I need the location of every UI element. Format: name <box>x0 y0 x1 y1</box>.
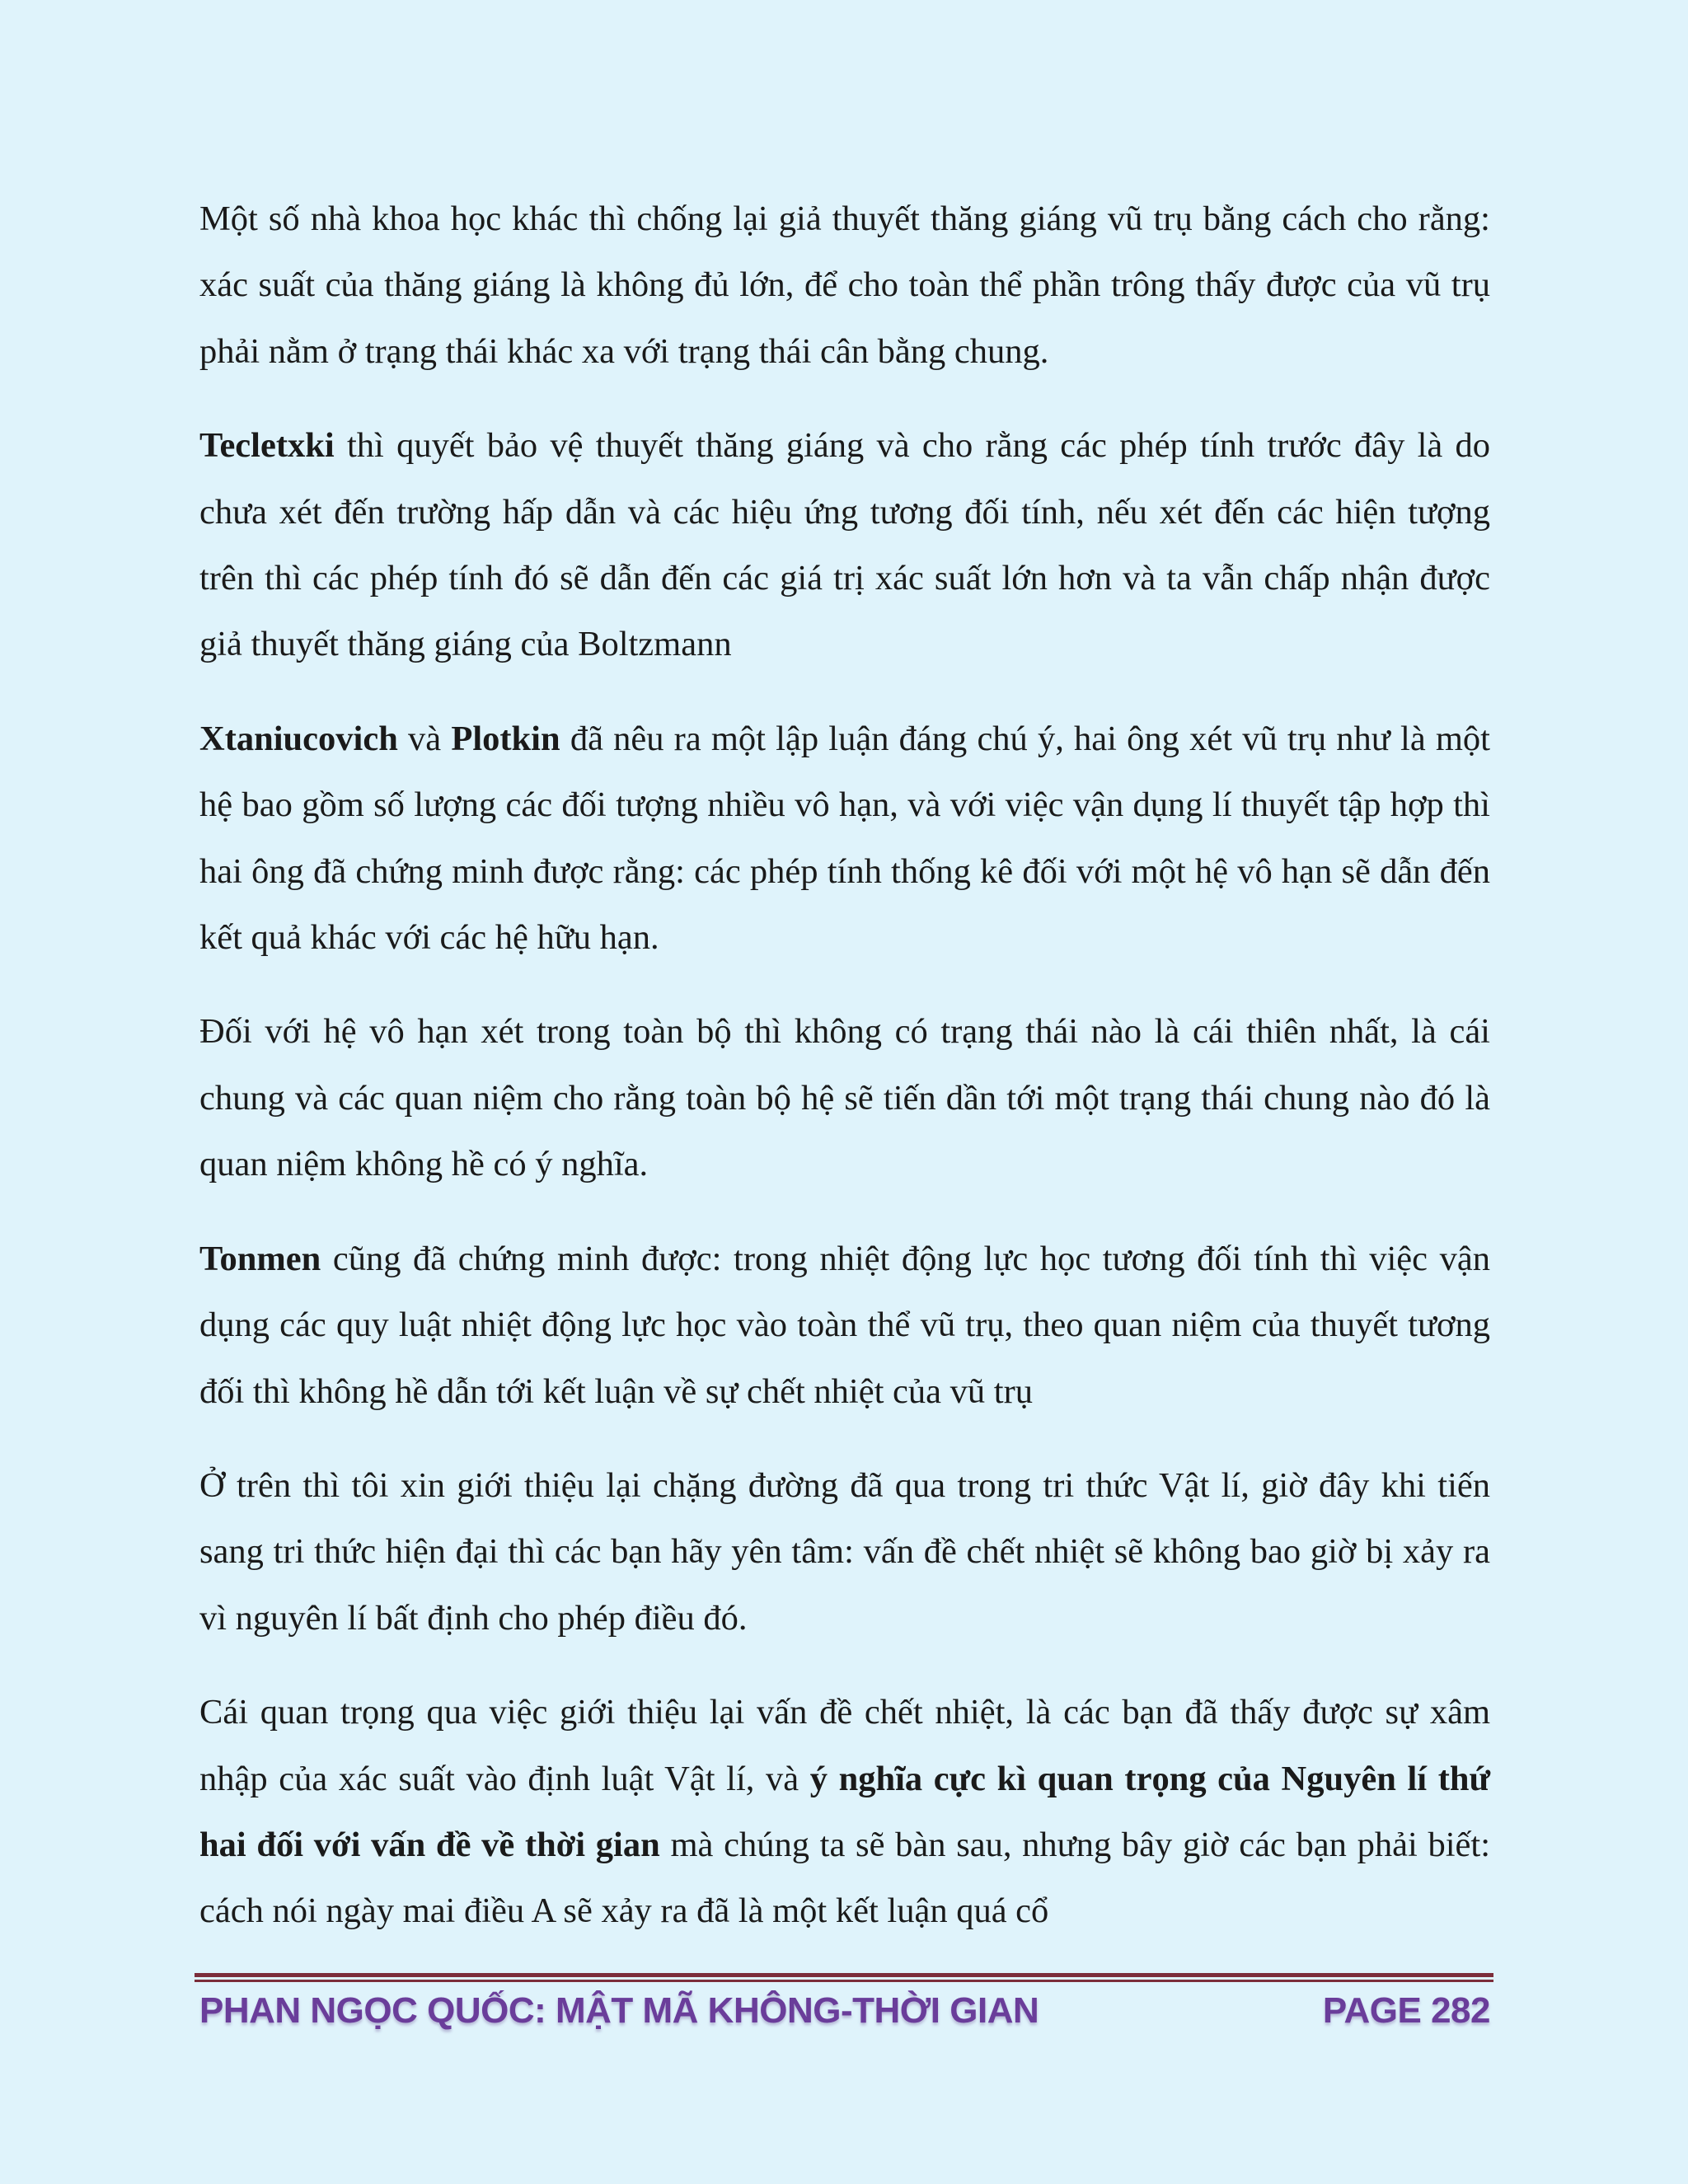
paragraph-2 <box>199 413 1490 678</box>
page-body <box>199 186 1490 1973</box>
footer-divider-thick <box>195 1973 1493 1977</box>
footer-book-title: PHAN NGỌC QUỐC: MẬT MÃ KHÔNG-THỜI GIAN <box>199 1990 1039 2031</box>
paragraph-7 <box>199 1680 1490 1945</box>
paragraph-3-connector: và <box>397 719 452 758</box>
footer-divider-thin <box>195 1980 1493 1982</box>
paragraph-7-text-start: Cái quan trọng qua việc giới thiệu lại vấn đề chết nhiệt, là các bạn đã thấy được sự xâm nhập của xác suất vào định luật Vật lí, và <box>199 1693 1490 1798</box>
paragraph-4-text: Đối với hệ vô hạn xét trong toàn bộ thì không có trạng thái nào là cái thiên nhất, là cái chung và các quan niệm cho rằng toàn bộ hệ sẽ tiến dần tới một trạng thái chung nào đó là quan niệm không hề có ý nghĩa. <box>199 1012 1490 1184</box>
name-tonmen: Tonmen <box>199 1239 321 1278</box>
paragraph-1-text: Một số nhà khoa học khác thì chống lại giả thuyết thăng giáng vũ trụ bằng cách cho rằng: xác suất của thăng giáng là không đủ lớn, để cho toàn thể phần trông thấy được của vũ trụ phải nằm ở trạng thái khác xa với trạng thái cân bằng chung. <box>199 199 1490 371</box>
paragraph-5-text: cũng đã chứng minh được: trong nhiệt động lực học tương đối tính thì việc vận dụng các quy luật nhiệt động lực học vào toàn thể vũ trụ, theo quan niệm của thuyết tương đối thì không hề dẫn tới kết luận về sự chết nhiệt của vũ trụ <box>199 1239 1490 1411</box>
paragraph-3 <box>199 706 1490 972</box>
paragraph-2-text: thì quyết bảo vệ thuyết thăng giáng và cho rằng các phép tính trước đây là do chưa xét đến trường hấp dẫn và các hiệu ứng tương đối tính, nếu xét đến các hiện tượng trên thì các phép tính đó sẽ dẫn đến các giá trị xác suất lớn hơn và ta vẫn chấp nhận được giả thuyết thăng giáng của Boltzmann <box>199 426 1490 664</box>
paragraph-3-text: đã nêu ra một lập luận đáng chú ý, hai ông xét vũ trụ như là một hệ bao gồm số lượng các đối tượng nhiều vô hạn, và với việc vận dụng lí thuyết tập hợp thì hai ông đã chứng minh được rằng: các phép tính thống kê đối với một hệ vô hạn sẽ dẫn đến kết quả khác với các hệ hữu hạn. <box>199 719 1490 958</box>
paragraph-7-emphasis: ý nghĩa cực kì quan trọng của Nguyên lí thứ hai đối với vấn đề về thời gian <box>199 1759 1490 1864</box>
page-footer <box>199 1986 1490 2036</box>
footer-page-number: PAGE 282 <box>1322 1990 1490 2031</box>
paragraph-6-text: Ở trên thì tôi xin giới thiệu lại chặng đường đã qua trong tri thức Vật lí, giờ đây khi tiến sang tri thức hiện đại thì các bạn hãy yên tâm: vấn đề chết nhiệt sẽ không bao giờ bị xảy ra vì nguyên lí bất định cho phép điều đó. <box>199 1465 1490 1638</box>
name-tecletxki: Tecletxki <box>199 426 335 466</box>
paragraph-1 <box>199 186 1490 385</box>
paragraph-5 <box>199 1226 1490 1425</box>
paragraph-7-text-end: mà chúng ta sẽ bàn sau, nhưng bây giờ các bạn phải biết: cách nói ngày mai điều A sẽ xảy ra đã là một kết luận quá cổ <box>199 1825 1491 1931</box>
name-xtaniucovich: Xtaniucovich <box>199 719 398 758</box>
paragraph-6 <box>199 1453 1490 1652</box>
paragraph-4 <box>199 999 1490 1197</box>
name-plotkin: Plotkin <box>451 719 560 758</box>
